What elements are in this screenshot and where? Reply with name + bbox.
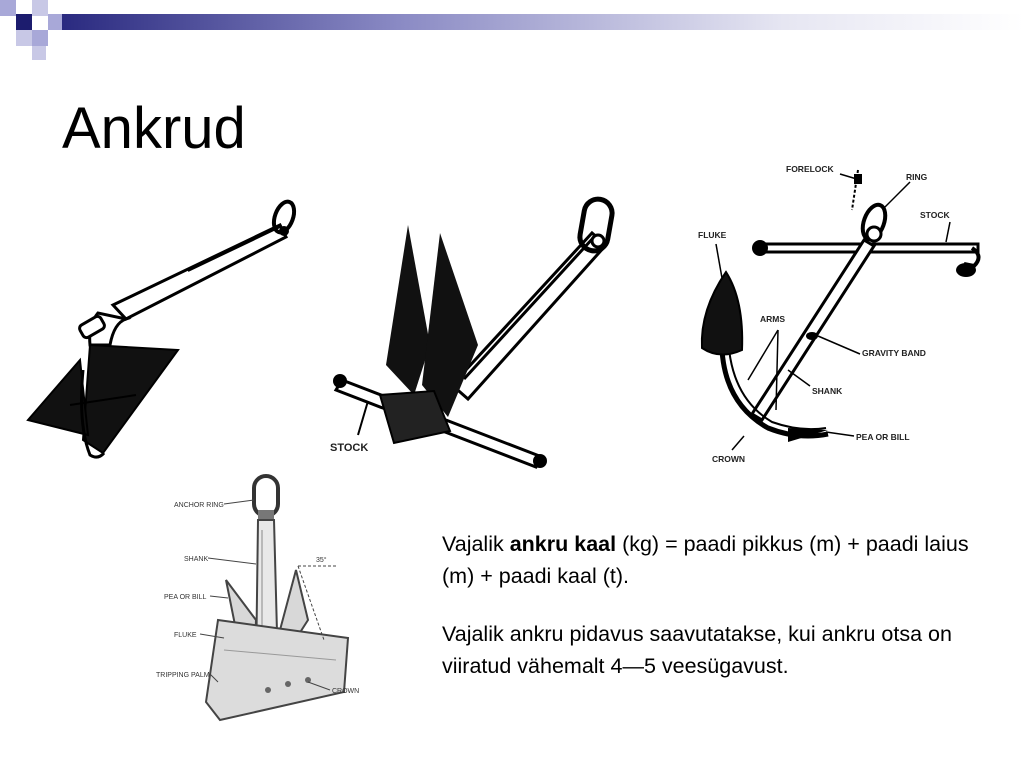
- admiralty-anchor-illustration: [688, 160, 1003, 470]
- label-stock-admiralty: STOCK: [920, 210, 950, 220]
- label-crown: CROWN: [712, 454, 746, 464]
- header-decoration: [0, 0, 1024, 60]
- navy-ring: [254, 476, 278, 520]
- label-ring: RING: [906, 172, 928, 182]
- body-text: [442, 528, 982, 708]
- navy-body: [206, 570, 348, 720]
- label-crown-navy: CROWN: [332, 688, 360, 695]
- label-gravity-band: GRAVITY BAND: [862, 348, 926, 358]
- label-shank-navy: SHANK: [184, 556, 209, 563]
- danforth-shank: [452, 233, 606, 399]
- plow-anchor-illustration: [18, 195, 308, 465]
- label-fluke: FLUKE: [698, 230, 727, 240]
- paragraph-anchor-holding: Vajalik ankru pidavus saavutatakse, kui ankru otsa on viiratud vähemalt 4—5 veesügavust.: [442, 622, 952, 678]
- label-pea-or-bill-navy: PEA OR BILL: [164, 594, 207, 601]
- navy-anchor-illustration: [148, 470, 370, 728]
- admiralty-fluke: [702, 272, 742, 355]
- danforth-shackle: [578, 197, 615, 253]
- p1-prefix: Vajalik: [442, 532, 510, 556]
- label-fluke-navy: FLUKE: [174, 632, 197, 639]
- plow-share: [28, 345, 178, 457]
- p1-bold-term: ankru kaal: [509, 532, 617, 556]
- label-anchor-ring: ANCHOR RING: [174, 502, 224, 509]
- paragraph-anchor-weight: [442, 528, 982, 592]
- label-shank-admiralty: SHANK: [812, 386, 843, 396]
- danforth-stock-pointer: [358, 401, 368, 435]
- label-angle: 35°: [316, 557, 327, 564]
- p1-suffix: (kg) = paadi pikkus (m) + paadi laius (m) + paadi kaal (t).: [442, 532, 969, 588]
- label-forelock: FORELOCK: [786, 164, 834, 174]
- plow-hinge: [78, 313, 126, 345]
- plow-shackle: [270, 199, 298, 236]
- danforth-anchor-illustration: [322, 195, 622, 470]
- slide-title: Ankrud: [62, 96, 246, 161]
- plow-shank: [113, 225, 286, 319]
- admiralty-ring: [852, 170, 890, 242]
- label-tripping-palm: TRIPPING PALM: [156, 672, 210, 679]
- label-arms: ARMS: [760, 314, 786, 324]
- label-pea-or-bill: PEA OR BILL: [856, 432, 910, 442]
- label-stock: STOCK: [330, 442, 369, 454]
